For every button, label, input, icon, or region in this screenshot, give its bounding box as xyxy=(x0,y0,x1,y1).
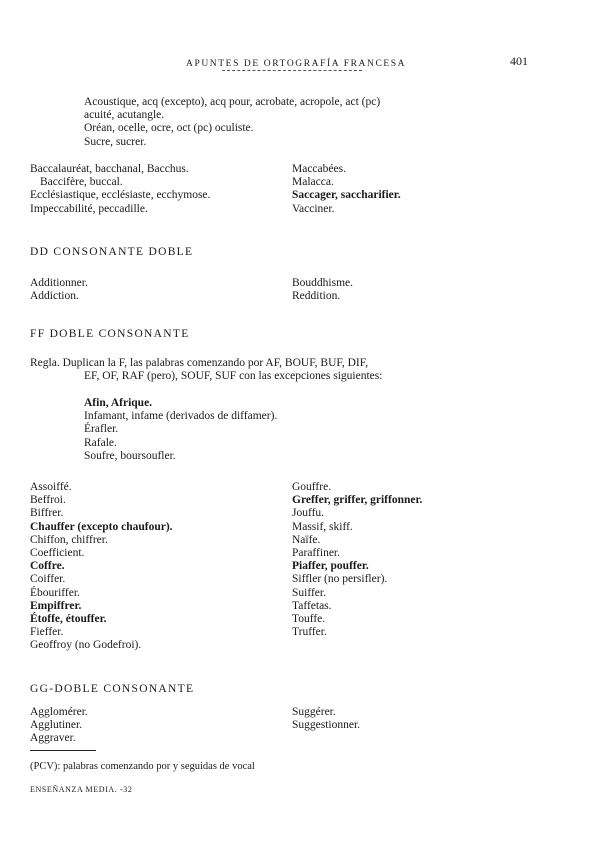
word-entry: Baccalauréat, bacchanal, Bacchus. xyxy=(30,163,189,175)
cc-left-column xyxy=(30,163,210,216)
word-entry: Taffetas. xyxy=(292,599,332,612)
word-entry: Baccifère, buccal. xyxy=(40,176,123,189)
word-entry: Greffer, griffer, griffonner. xyxy=(292,494,423,507)
ff-right-column xyxy=(292,481,422,639)
word-entry: Suggérer. xyxy=(292,706,336,718)
word-entry: Vacciner. xyxy=(292,202,335,215)
word-entry: Ecclésiastique, ecclésiaste, ecchymose. xyxy=(30,189,211,202)
word-entry: Bouddhisme. xyxy=(292,277,354,289)
word-entry: Truffer. xyxy=(292,626,327,639)
footnote-rule xyxy=(30,750,96,751)
word-entry: Chiffon, chiffrer. xyxy=(30,533,108,546)
word-entry: Assoiffé. xyxy=(30,481,72,493)
exception-entry: Soufre, boursoufler. xyxy=(84,449,176,462)
word-entry: Empiffrer. xyxy=(30,599,82,612)
word-entry: Malacca. xyxy=(292,176,334,189)
word-entry: Impeccabilité, peccadille. xyxy=(30,202,148,215)
word-entry: Étoffe, étouffer. xyxy=(30,613,107,626)
ff-exceptions xyxy=(84,397,277,463)
word-entry: Naïfe. xyxy=(292,533,321,546)
exception-entry: Érafler. xyxy=(84,423,119,436)
word-entry: Coiffer. xyxy=(30,573,66,586)
word-entry: Saccager, saccharifier. xyxy=(292,189,401,202)
word-entry: Agglutiner. xyxy=(30,719,83,732)
word-entry: Biffrer. xyxy=(30,507,64,520)
gg-right-column xyxy=(292,706,360,732)
word-entry: Coffre. xyxy=(30,560,65,573)
gg-left-column xyxy=(30,706,88,746)
word-entry: Fieffer. xyxy=(30,626,64,639)
section-title-gg: GG-DOBLE CONSONANTE xyxy=(30,683,195,695)
intro-line: Acoustique, acq (excepto), acq pour, acrobate, acropole, act (pc) xyxy=(84,96,381,108)
word-entry: Aggraver. xyxy=(30,732,76,745)
word-entry: Geoffroy (no Godefroi). xyxy=(30,639,142,652)
word-entry: Piaffer, pouffer. xyxy=(292,560,369,573)
word-entry: Suggestionner. xyxy=(292,719,361,732)
section-title-dd: DD CONSONANTE DOBLE xyxy=(30,246,194,258)
word-entry: Maccabées. xyxy=(292,163,346,175)
intro-line: acuité, acutangle. xyxy=(84,109,165,122)
ff-left-column xyxy=(30,481,173,653)
intro-block xyxy=(84,96,380,149)
word-entry: Chauffer (excepto chaufour). xyxy=(30,520,173,533)
rule-line: Regla. Duplican la F, las palabras comenzando por AF, BOUF, BUF, DIF, xyxy=(30,357,369,369)
signature-mark: ENSEÑANZA MEDIA. -32 xyxy=(30,785,133,794)
word-entry: Beffroi. xyxy=(30,494,66,507)
rule-line: EF, OF, RAF (pero), SOUF, SUF con las excepciones siguientes: xyxy=(84,370,383,383)
intro-line: Oréan, ocelle, ocre, oct (pc) oculiste. xyxy=(84,122,254,135)
footnote: (PCV): palabras comenzando por y seguidas de vocal xyxy=(30,761,255,772)
running-header-title: APUNTES DE ORTOGRAFÍA FRANCESA xyxy=(186,59,407,69)
dd-left-column xyxy=(30,277,88,303)
word-entry: Agglomérer. xyxy=(30,706,88,718)
word-entry: Touffe. xyxy=(292,613,326,626)
word-entry: Suiffer. xyxy=(292,586,326,599)
ff-rule-text xyxy=(30,357,382,383)
word-entry: Reddition. xyxy=(292,290,341,303)
word-entry: Coefficient. xyxy=(30,547,85,560)
word-entry: Addiction. xyxy=(30,290,79,303)
cc-right-column xyxy=(292,163,401,216)
exception-entry: Rafale. xyxy=(84,436,117,449)
exception-entry: Infamant, infame (derivados de diffamer). xyxy=(84,410,278,423)
page-number: 401 xyxy=(510,54,528,68)
section-title-ff: FF DOBLE CONSONANTE xyxy=(30,328,190,340)
word-entry: Additionner. xyxy=(30,277,88,289)
intro-line: Sucre, sucrer. xyxy=(84,135,147,148)
header-underline xyxy=(222,70,362,71)
word-entry: Ébouriffer. xyxy=(30,586,80,599)
exception-entry: Afin, Afrique. xyxy=(84,397,153,409)
dd-right-column xyxy=(292,277,353,303)
word-entry: Paraffiner. xyxy=(292,547,341,560)
word-entry: Massif, skiff. xyxy=(292,520,353,533)
word-entry: Gouffre. xyxy=(292,481,332,493)
word-entry: Jouffu. xyxy=(292,507,325,520)
word-entry: Siffler (no persifler). xyxy=(292,573,388,586)
